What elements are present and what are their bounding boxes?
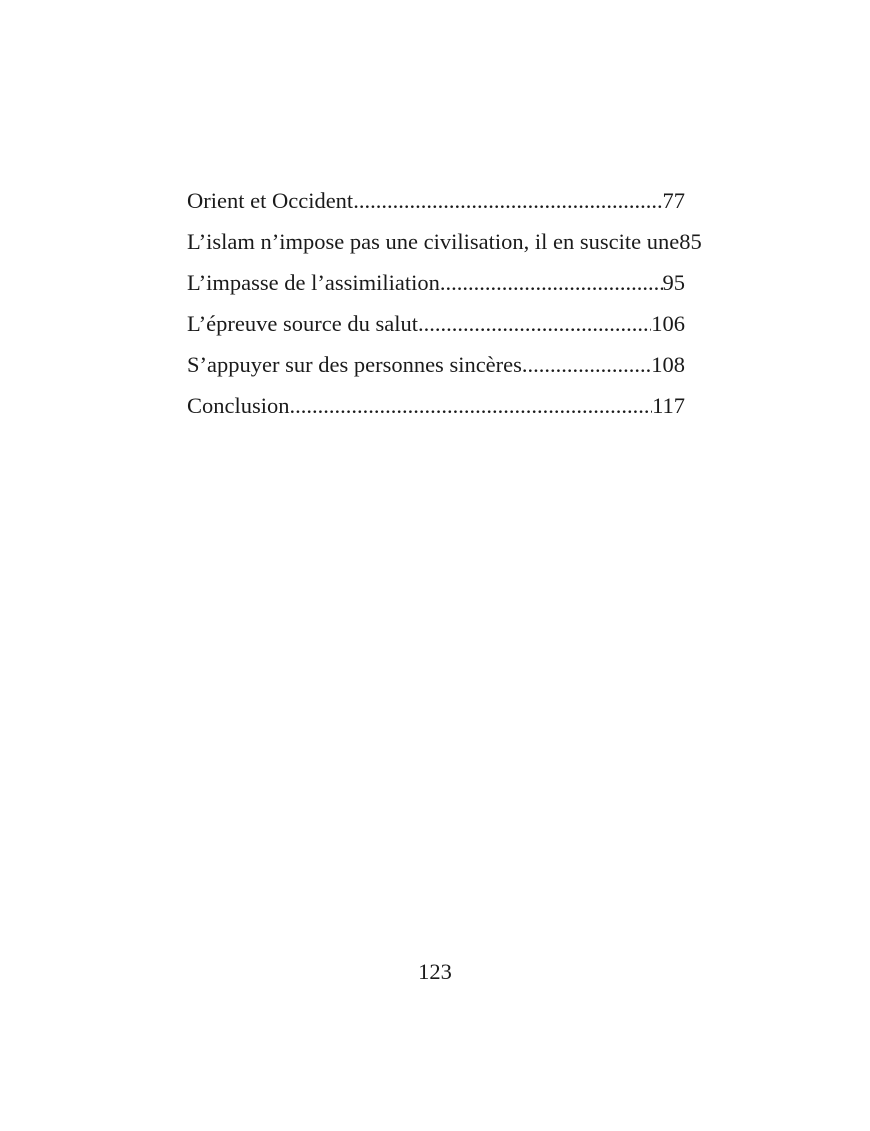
toc-entry-page: 117: [652, 393, 685, 418]
toc-entry: [187, 344, 685, 385]
toc-entry-page: 95: [662, 270, 685, 295]
toc-entry-title: L’islam n’impose pas une civilisation, il en suscite une: [187, 229, 680, 254]
toc-entry-page: 108: [651, 352, 685, 377]
toc-dot-leader: [418, 303, 651, 344]
toc-entry: [187, 303, 685, 344]
toc-entry: [187, 180, 685, 221]
toc-entry-page: 77: [662, 188, 685, 213]
toc-entry-title: L’impasse de l’assimiliation: [187, 270, 440, 295]
toc-entry-page: 85: [679, 229, 702, 254]
toc-entry: [187, 221, 702, 262]
toc-entry-title: Orient et Occident: [187, 188, 354, 213]
toc-dot-leader: [290, 385, 653, 426]
toc-entry: [187, 385, 685, 426]
toc-entry-title: L’épreuve source du salut: [187, 311, 418, 336]
table-of-contents: [187, 180, 702, 426]
toc-entry-title: Conclusion: [187, 393, 290, 418]
toc-entry-page: 106: [651, 311, 685, 336]
toc-entry-title: S’appuyer sur des personnes sincères: [187, 352, 522, 377]
toc-entry: [187, 262, 685, 303]
page-number: 123: [418, 959, 452, 984]
toc-dot-leader: [440, 262, 663, 303]
toc-dot-leader: [353, 180, 662, 221]
toc-dot-leader: [522, 344, 651, 385]
